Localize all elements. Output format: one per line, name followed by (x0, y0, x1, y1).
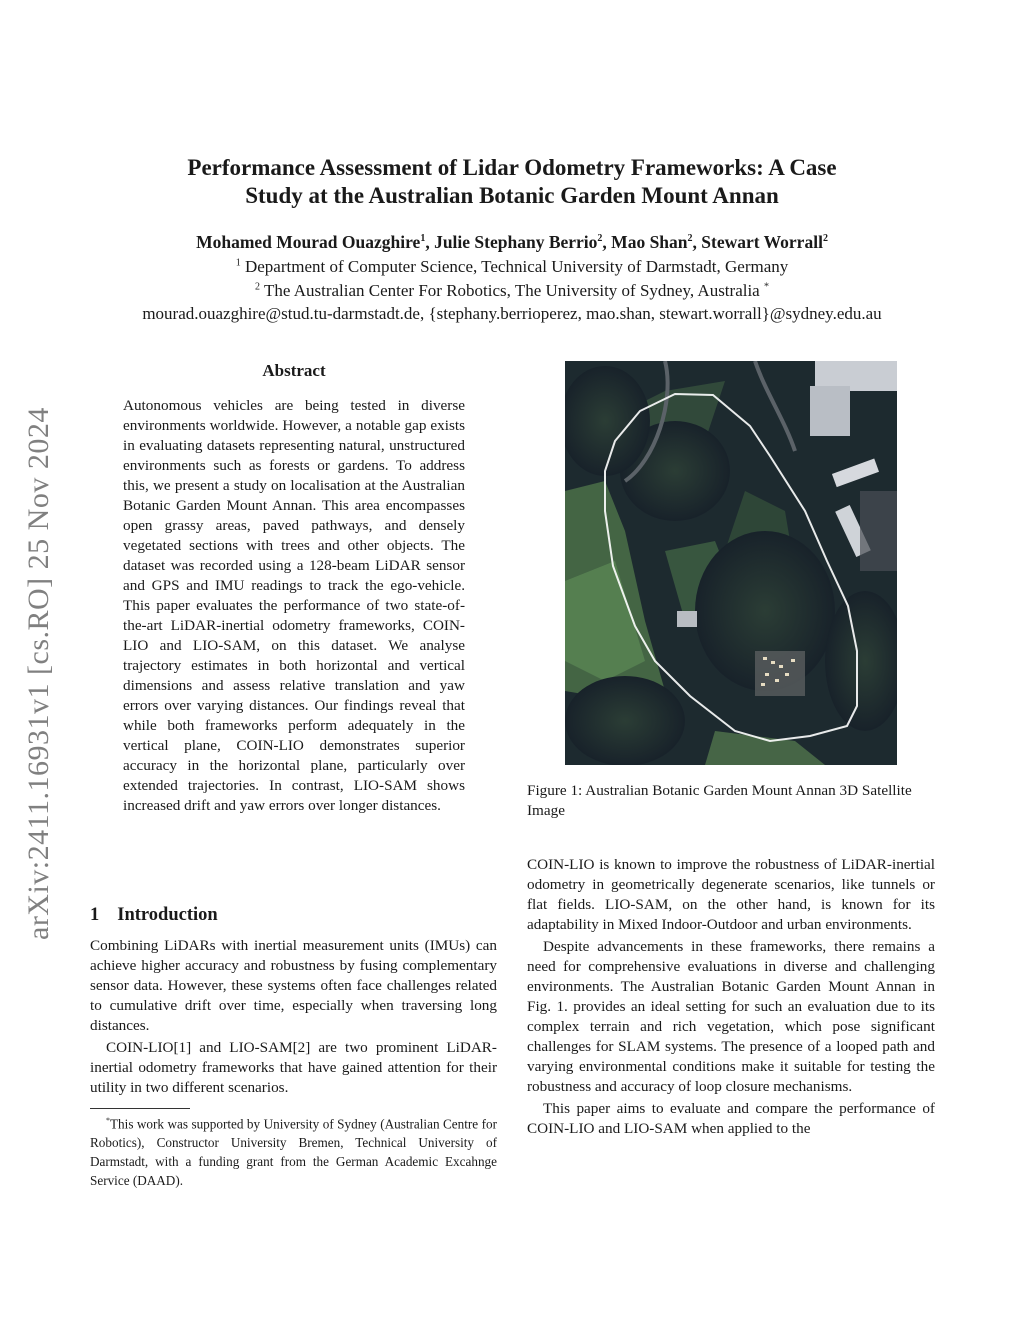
footnote (90, 1111, 497, 1190)
paragraph: Despite advancements in these frameworks, there remains a need for comprehensive evaluations in diverse and challenging environments. The Australian Botanic Garden Mount Annan in Fig. 1. provides an ideal setting for such an evaluation due to its complex terrain and rich vegetation, which pose significant challenges for SLAM systems. The presence of a looped path and varying environmental conditions make it suitable for testing the robustness and accuracy of loop closure mechanisms. (527, 938, 935, 1095)
footnote-mark: * (106, 1116, 110, 1125)
paragraph: This paper aims to evaluate and compare the performance of COIN-LIO and LIO-SAM when applied to the (527, 1100, 935, 1137)
paragraph: COIN-LIO[1] and LIO-SAM[2] are two prominent LiDAR-inertial odometry frameworks that have gained attention for their utility in two different scenarios. (90, 1039, 497, 1096)
author-name: Stewart Worrall (701, 232, 823, 252)
paper-title (60, 154, 964, 210)
footnote-text: This work was supported by University of Sydney (Australian Centre for Robotics), Constructor University Bremen, Technical University of Darmstadt, with a funding grant from the German Academic Excahnge Service (DAAD). (90, 1116, 497, 1189)
arxiv-identifier-stamp: arXiv:2411.16931v1 [cs.RO] 25 Nov 2024 (22, 407, 55, 940)
section-number: 1 (90, 905, 100, 925)
introduction-left-column (90, 936, 497, 1098)
author-emails: mourad.ouazghire@stud.tu-darmstadt.de, {stephany.berrioperez, mao.shan, stewart.worrall}@sydney.edu.au (142, 304, 882, 323)
affil-number: 1 (235, 257, 241, 269)
paragraph: Combining LiDARs with inertial measurement units (IMUs) can achieve higher accuracy and robustness by fusing complementary sensor data. However, these systems often face challenges related to cumulative drift over time, especially when traversing long distances. (90, 937, 497, 1034)
author-name: Mao Shan (611, 232, 688, 252)
paragraph: COIN-LIO is known to improve the robustness of LiDAR-inertial odometry in geometrically degenerate scenarios, like tunnels or flat fields. LIO-SAM, on the other hand, is known for its adaptability in Mixed Indoor-Outdoor and urban environments. (527, 856, 935, 933)
abstract-heading: Abstract (262, 361, 326, 380)
affiliation-1 (40, 257, 984, 277)
author-affil-mark: 2 (687, 233, 693, 245)
author-name: Julie Stephany Berrio (434, 232, 598, 252)
introduction-right-column (527, 855, 935, 1139)
title-line-1: Performance Assessment of Lidar Odometry Frameworks: A Case (187, 155, 837, 180)
footnote-mark: * (763, 281, 769, 293)
satellite-image-figure (565, 361, 897, 765)
author-affil-mark: 2 (822, 233, 828, 245)
abstract-text: Autonomous vehicles are being tested in diverse environments worldwide. However, a notable gap exists in evaluating datasets representing natural, unstructured environments such as forests or gardens. To address this, we present a study on localisation at the Australian Botanic Garden Mount Annan. This area encompasses open grassy areas, paved pathways, and densely vegetated sections with trees and other objects. The dataset was recorded using a 128-beam LiDAR sensor and GPS and IMU readings to track the ego-vehicle. This paper evaluates the performance of two state-of-the-art LiDAR-inertial odometry frameworks, COIN-LIO and LIO-SAM, on this dataset. We analyse trajectory estimates in both horizontal and vertical dimensions and assess relative translation and yaw errors over varying distances. Our findings reveal that while both frameworks perform adequately in the vertical plane, COIN-LIO demonstrates superior accuracy in the horizontal plane, particularly over extended trajectories. In contrast, LIO-SAM shows increased drift and yaw errors over longer distances. (123, 397, 465, 814)
section-heading-introduction (90, 905, 218, 926)
author-name: Mohamed Mourad Ouazghire (196, 232, 421, 252)
affil-text: The Australian Center For Robotics, The University of Sydney, Australia (263, 281, 760, 300)
title-line-2: Study at the Australian Botanic Garden Mount Annan (245, 183, 779, 208)
affil-number: 2 (255, 281, 261, 293)
footnote-divider (90, 1108, 190, 1109)
satellite-map-illustration (565, 361, 897, 765)
author-list: Mohamed Mourad Ouazghire$^1$, Julie Stephany Berrio$^2$, Mao Shan$^2$, Stewart Worrall$^2$ (196, 232, 828, 252)
affiliation-2 (40, 281, 984, 301)
author-affil-mark: 1 (420, 233, 426, 245)
section-title: Introduction (117, 905, 218, 925)
author-affil-mark: 2 (597, 233, 603, 245)
affil-text: Department of Computer Science, Technical University of Darmstadt, Germany (244, 257, 789, 276)
figure-caption: Figure 1: Australian Botanic Garden Mount Annan 3D Satellite Image (527, 782, 912, 819)
